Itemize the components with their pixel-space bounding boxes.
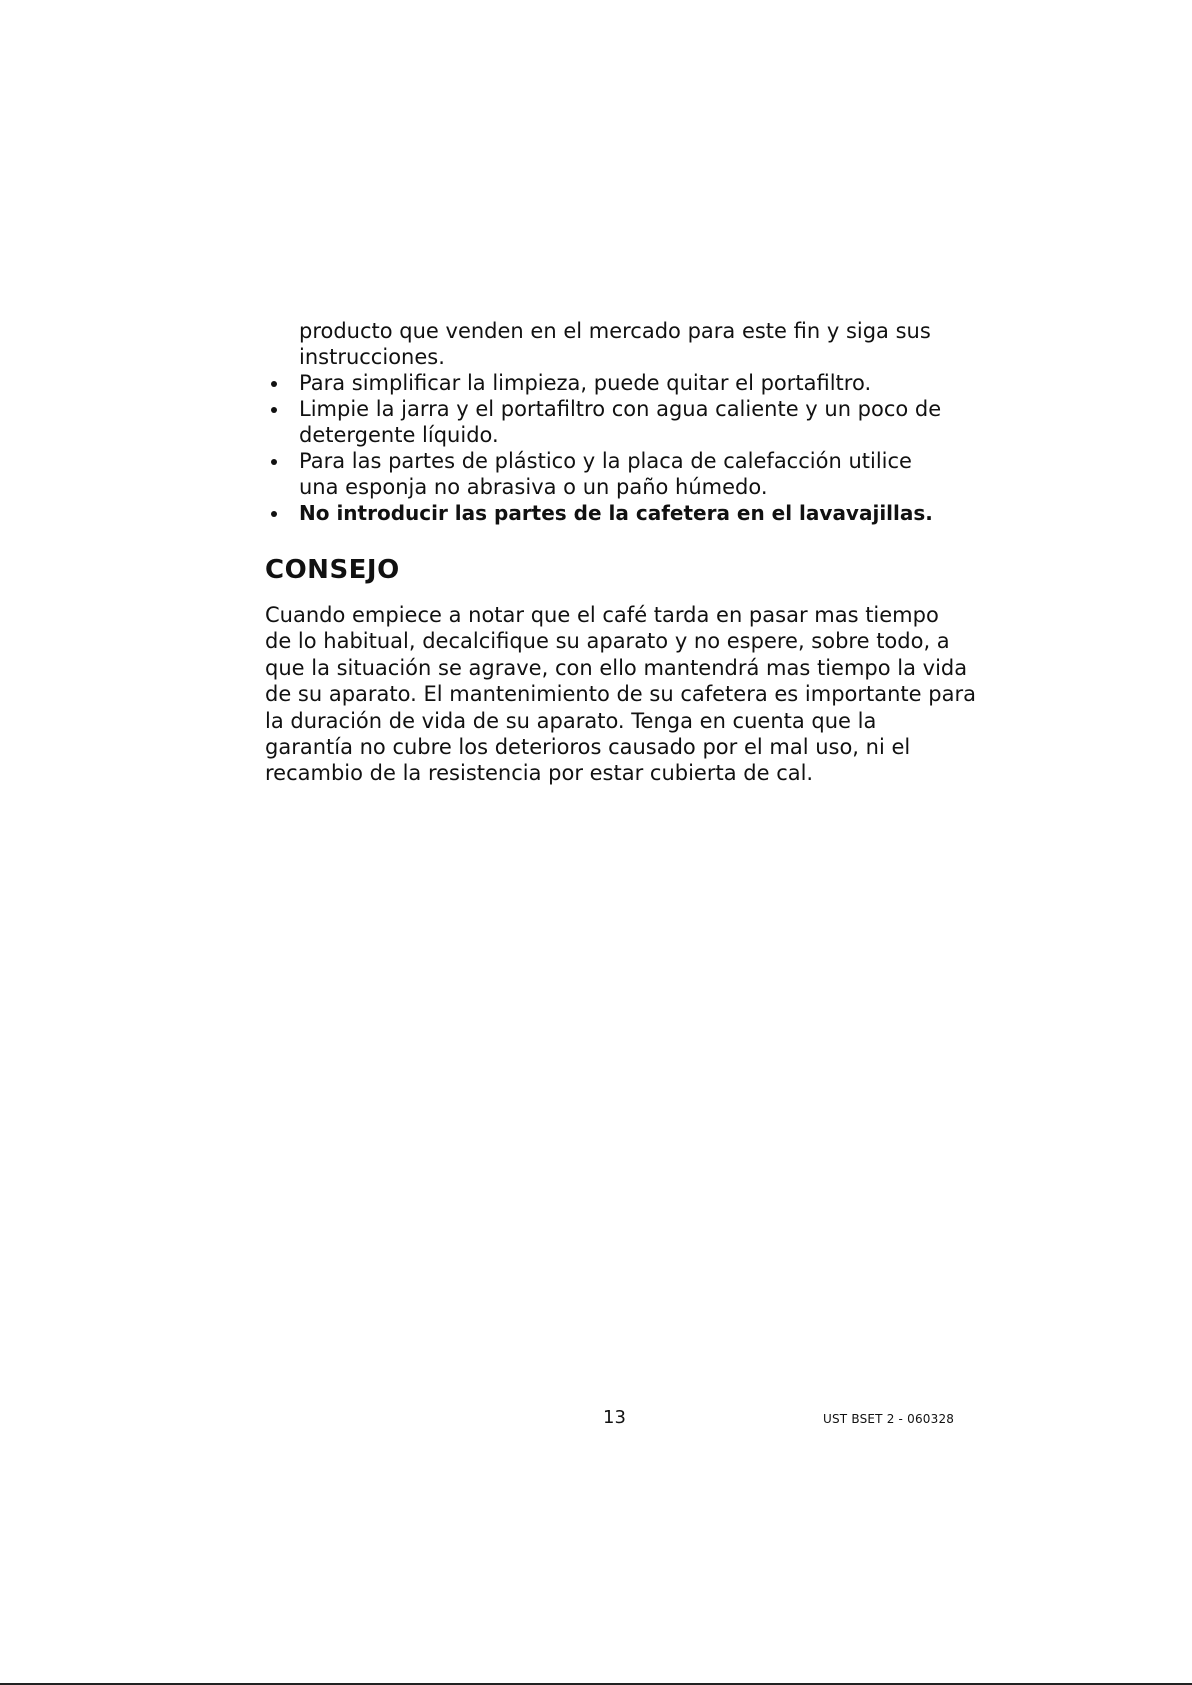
bullet-text: Para simplificar la limpieza, puede quitar el portafiltro. xyxy=(299,371,872,395)
bullet-dot-icon xyxy=(271,511,277,517)
continuation-line: instrucciones. xyxy=(299,345,445,369)
bullet-item-warning xyxy=(265,500,955,526)
bullet-dot-icon xyxy=(271,459,277,465)
bullet-list xyxy=(265,370,955,526)
section-heading: CONSEJO xyxy=(265,555,400,585)
paragraph-line: de lo habitual, decalcifique su aparato y no espere, sobre todo, a xyxy=(265,629,950,654)
bullet-item xyxy=(265,370,955,396)
continuation-line: producto que venden en el mercado para este fin y siga sus xyxy=(299,319,931,343)
paragraph-line: recambio de la resistencia por estar cubierta de cal. xyxy=(265,761,814,786)
bullet-dot-icon xyxy=(271,407,277,413)
bullet-text: No introducir las partes de la cafetera en el lavavajillas. xyxy=(299,501,933,525)
paragraph-line: de su aparato. El mantenimiento de su cafetera es importante para xyxy=(265,682,976,707)
paragraph-line: garantía no cubre los deterioros causado por el mal uso, ni el xyxy=(265,735,911,760)
paragraph-line: la duración de vida de su aparato. Tenga en cuenta que la xyxy=(265,708,877,733)
bullet-dot-icon xyxy=(271,381,277,387)
page-number: 13 xyxy=(603,1407,626,1428)
bullet-item xyxy=(265,448,955,500)
bullet-text: Limpie la jarra y el portafiltro con agua caliente y un poco de detergente líquido. xyxy=(299,397,942,447)
bullet-text: Para las partes de plástico y la placa de calefacción utilice una esponja no abrasiva o un paño húmedo. xyxy=(299,449,912,499)
document-code: UST BSET 2 - 060328 xyxy=(823,1412,955,1426)
paragraph-line: que la situación se agrave, con ello mantendrá mas tiempo la vida xyxy=(265,655,968,680)
section-paragraph xyxy=(265,602,976,787)
paragraph-line: Cuando empiece a notar que el café tarda en pasar mas tiempo xyxy=(265,603,939,627)
bullet-item xyxy=(265,396,955,448)
